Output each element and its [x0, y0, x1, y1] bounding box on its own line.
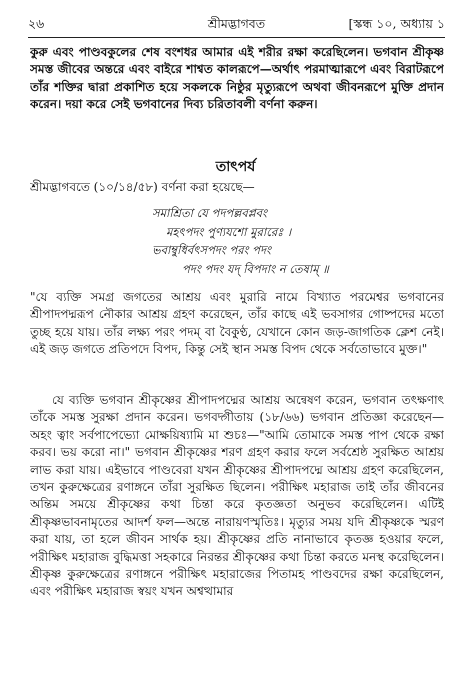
verse-translation-quote: "যে ব্যক্তি সমগ্র জগতের আশ্রয় এবং মুরারি নামে বিখ্যাত পরমেশ্বর ভগবানের শ্রীপাদপদ্মরূপ নৌকার আশ্রয় গ্রহণ করেছেন, তাঁর কাছে এই ভবসাগর গোষ্পদের মতো তুচ্ছ হয়ে যায়। তাঁর লক্ষ্য পরং পদম্ বা বৈকুণ্ঠ, যেখানে কোন জড়-জাগতিক ক্লেশ নেই। এই জড় জগতে প্রতিপদে বিপদ, কিন্তু সেই স্থান সমস্ত বিপদ থেকে সর্বতোভাবে মুক্ত।": [30, 290, 444, 357]
verse-line: ভবাম্বুধির্বৎসপদং পরং পদং: [152, 243, 271, 257]
verse-line: পদং পদং যদ্ বিপদাং ন তেষাম্ ॥: [182, 261, 329, 276]
purport-heading: তাৎপর্য: [215, 159, 256, 175]
page-number: ২৬: [28, 16, 45, 31]
sanskrit-verse: [152, 204, 452, 278]
verse-line: মহৎপদং পুণ্যযশো মুরারেঃ ।: [166, 224, 292, 239]
book-title: শ্রীমদ্ভাগবত: [207, 16, 266, 31]
page-header: [28, 14, 445, 34]
translation-paragraph: কুরু এবং পাণ্ডবকুলের শেষ বংশধর আমার এই শরীর রক্ষা করেছিলেন। ভগবান শ্রীকৃষ্ণ সমস্ত জীবের অন্তরে এবং বাইরে শাশ্বত কালরূপে—অর্থাৎ পরমাত্মারূপে এবং বিরাটরূপে তাঁর শক্তির দ্বারা প্রকাশিত হয়ে সকলকে নিষ্ঠুর মৃত্যুরূপে অথবা জীবনরূপে মুক্তি প্রদান করেন। দয়া করে সেই ভগবানের দিব্য চরিতাবলী বর্ণনা করুন।: [30, 45, 444, 112]
verse-line: সমাশ্রিতা যে পদপল্লবপ্লবং: [152, 206, 267, 220]
citation-intro: শ্রীমদ্ভাগবতে (১০/১৪/৫৮) বর্ণনা করা হয়েছে—: [30, 180, 255, 194]
header-rule: [28, 37, 445, 38]
section-reference: [স্কন্ধ ১০, অধ্যায় ১: [348, 16, 445, 31]
purport-paragraph: যে ব্যক্তি ভগবান শ্রীকৃষ্ণের শ্রীপাদপদ্মের আশ্রয় অন্বেষণ করেন, ভগবান তৎক্ষণাৎ তাঁকে সমস্ত সুরক্ষা প্রদান করেন। ভগবদ্গীতায় (১৮/৬৬) ভগবান প্রতিজ্ঞা করেছেন—অহং ত্বাং সর্বপাপেভ্যো মোক্ষয়িষ্যামি মা শুচঃ—"আমি তোমাকে সমস্ত পাপ থেকে রক্ষা করব। ভয় করো না।" ভগবান শ্রীকৃষ্ণের শরণ গ্রহণ করার ফলে সর্বশ্রেষ্ঠ সুরক্ষিত আশ্রয় লাভ করা যায়। এইভাবে পাণ্ডবেরা যখন শ্রীকৃষ্ণের শ্রীপাদপদ্মে আশ্রয় গ্রহণ করেছিলেন, তখন কুরুক্ষেত্রের রণাঙ্গনে তাঁরা সুরক্ষিত ছিলেন। পরীক্ষিৎ মহারাজ তাই তাঁর জীবনের অন্তিম সময়ে শ্রীকৃষ্ণের কথা চিন্তা করে কৃতজ্ঞতা অনুভব করেছিলেন। এটিই শ্রীকৃষ্ণভাবনামৃতের আদর্শ ফল—অন্তে নারায়ণস্মৃতিঃ। মৃত্যুর সময় যদি শ্রীকৃষ্ণকে স্মরণ করা যায়, তা হলে জীবন সার্থক হয়। শ্রীকৃষ্ণের প্রতি নানাভাবে কৃতজ্ঞ হওয়ার ফলে, পরীক্ষিৎ মহারাজ বুদ্ধিমত্তা সহকারে নিরন্তর শ্রীকৃষ্ণের কথা চিন্তা করতে মনস্থ করেছিলেন। শ্রীকৃষ্ণ কুরুক্ষেত্রের রণাঙ্গনে পরীক্ষিৎ মহারাজের পিতামহ পাণ্ডবদের রক্ষা করেছিলেন, এবং পরীক্ষিৎ মহারাজ স্বয়ং যখন অশ্বত্থামার: [30, 393, 444, 599]
